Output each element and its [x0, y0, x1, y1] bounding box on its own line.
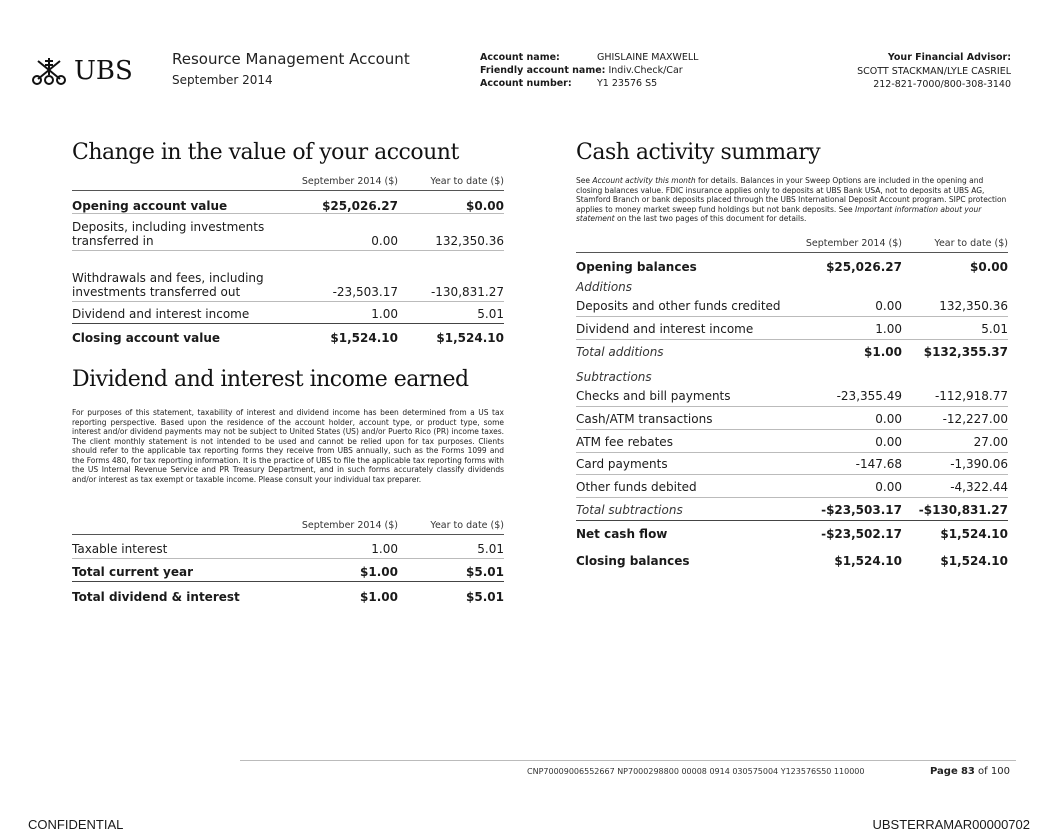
table-row: Total subtractions -$23,503.17 -$130,831.27: [576, 497, 1008, 520]
col-header-month: September 2014 ($): [282, 516, 398, 534]
table-row: Dividend and interest income 1.00 5.01: [72, 301, 504, 323]
col-header-ytd: Year to date ($): [902, 234, 1008, 252]
table-row: Total dividend & interest $1.00 $5.01: [72, 590, 504, 604]
table-row: Opening account value $25,026.27 $0.00: [72, 190, 504, 213]
col-header-ytd: Year to date ($): [398, 172, 504, 190]
table-row: Opening balances $25,026.27 $0.00: [576, 260, 1008, 274]
table-row: Other funds debited 0.00 -4,322.44: [576, 474, 1008, 497]
col-header-month: September 2014 ($): [282, 172, 398, 190]
table-row: Withdrawals and fees, including investments transferred out -23,503.17 -130,831.27: [72, 250, 504, 301]
page-number: Page 83 of 100: [930, 766, 1010, 777]
document-code: CNP70009006552667 NP7000298800 00008 0914 030575004 Y123576S50 110000: [527, 767, 865, 776]
bates-number: UBSTERRAMAR00000702: [872, 817, 1030, 832]
account-name-label: Account name:: [480, 52, 560, 63]
table-row: Additions: [576, 280, 633, 294]
table-row: Card payments -147.68 -1,390.06: [576, 452, 1008, 474]
change-value-table: [72, 172, 504, 345]
keys-icon: [30, 55, 68, 87]
advisor-phones: 212-821-7000/800-308-3140: [873, 79, 1011, 90]
table-row: Taxable interest 1.00 5.01: [72, 534, 504, 558]
logo-text: UBS: [74, 56, 133, 86]
advisor-names: SCOTT STACKMAN/LYLE CASRIEL: [857, 65, 1011, 77]
statement-period: September 2014: [172, 73, 273, 87]
table-row: Total additions $1.00 $132,355.37: [576, 345, 1008, 359]
table-row: Cash/ATM transactions 0.00 -12,227.00: [576, 406, 1008, 429]
document-title: Resource Management Account: [172, 50, 410, 68]
table-row: Closing balances $1,524.10 $1,524.10: [576, 554, 1008, 568]
statement-header: [0, 0, 1056, 110]
col-header-month: September 2014 ($): [794, 234, 902, 252]
friendly-name-label: Friendly account name:: [480, 65, 606, 76]
change-value-title: Change in the value of your account: [72, 140, 459, 165]
confidential-label: CONFIDENTIAL: [28, 817, 124, 832]
account-number-label: Account number:: [480, 78, 572, 89]
footer-divider: [240, 760, 1016, 761]
advisor-title: Your Financial Advisor:: [887, 52, 1011, 63]
financial-advisor: [857, 51, 1011, 92]
table-row: Deposits and other funds credited 0.00 132,350.36: [576, 294, 1008, 316]
table-row: Net cash flow -$23,502.17 $1,524.10: [576, 527, 1008, 541]
table-row: Dividend and interest income 1.00 5.01: [576, 316, 1008, 339]
account-info: [480, 51, 698, 90]
table-row: Subtractions: [576, 370, 652, 384]
account-number-value: Y1 23576 S5: [597, 78, 658, 89]
table-row: Deposits, including investments transferred in 0.00 132,350.36: [72, 213, 504, 250]
account-name-value: GHISLAINE MAXWELL: [597, 52, 699, 63]
tax-disclaimer: For purposes of this statement, taxability of interest and dividend income has been determined from a US tax reporting perspective. Based upon the residence of the account holder, account type, or product type, some interest and/or dividend payments may not be subject to United States (US) and/or Puerto Rico (PR) income taxes. The client monthly statement is not intended to be used and cannot be relied upon for tax purposes. Clients should refer to the applicable tax reporting forms they receive from UBS annually, such as the Forms 1099 and the Forms 480, for tax reporting information. It is the practice of UBS to file the applicable tax reporting forms with the US Internal Revenue Service and PR Treasury Department, and in such forms accurately classify dividends and/or interest as tax exempt or taxable income. Please consult your individual tax preparer.: [72, 408, 504, 484]
dividend-title: Dividend and interest income earned: [72, 367, 469, 392]
table-row: Checks and bill payments -23,355.49 -112,918.77: [576, 384, 1008, 406]
cash-summary-title: Cash activity summary: [576, 140, 821, 165]
ubs-logo: [30, 55, 133, 87]
col-header-ytd: Year to date ($): [398, 516, 504, 534]
cash-summary-table: [576, 234, 1008, 570]
table-row: Total current year $1.00 $5.01: [72, 558, 504, 581]
table-row: Closing account value $1,524.10 $1,524.10: [72, 331, 504, 345]
friendly-name-value: Indiv.Check/Car: [608, 65, 683, 76]
table-row: ATM fee rebates 0.00 27.00: [576, 429, 1008, 452]
cash-summary-intro: See Account activity this month for details. Balances in your Sweep Options are included in the opening and closing balances value. FDIC insurance applies only to deposits at UBS Bank USA, not to deposits at UBS AG, Stamford Branch or bank deposits placed through the UBS International Deposit Account program. SIPC protection applies to money market sweep fund holdings but not bank deposits. See Important information about your statement on the last two pages of this document for details.: [576, 176, 1007, 223]
dividend-table: [72, 516, 504, 604]
